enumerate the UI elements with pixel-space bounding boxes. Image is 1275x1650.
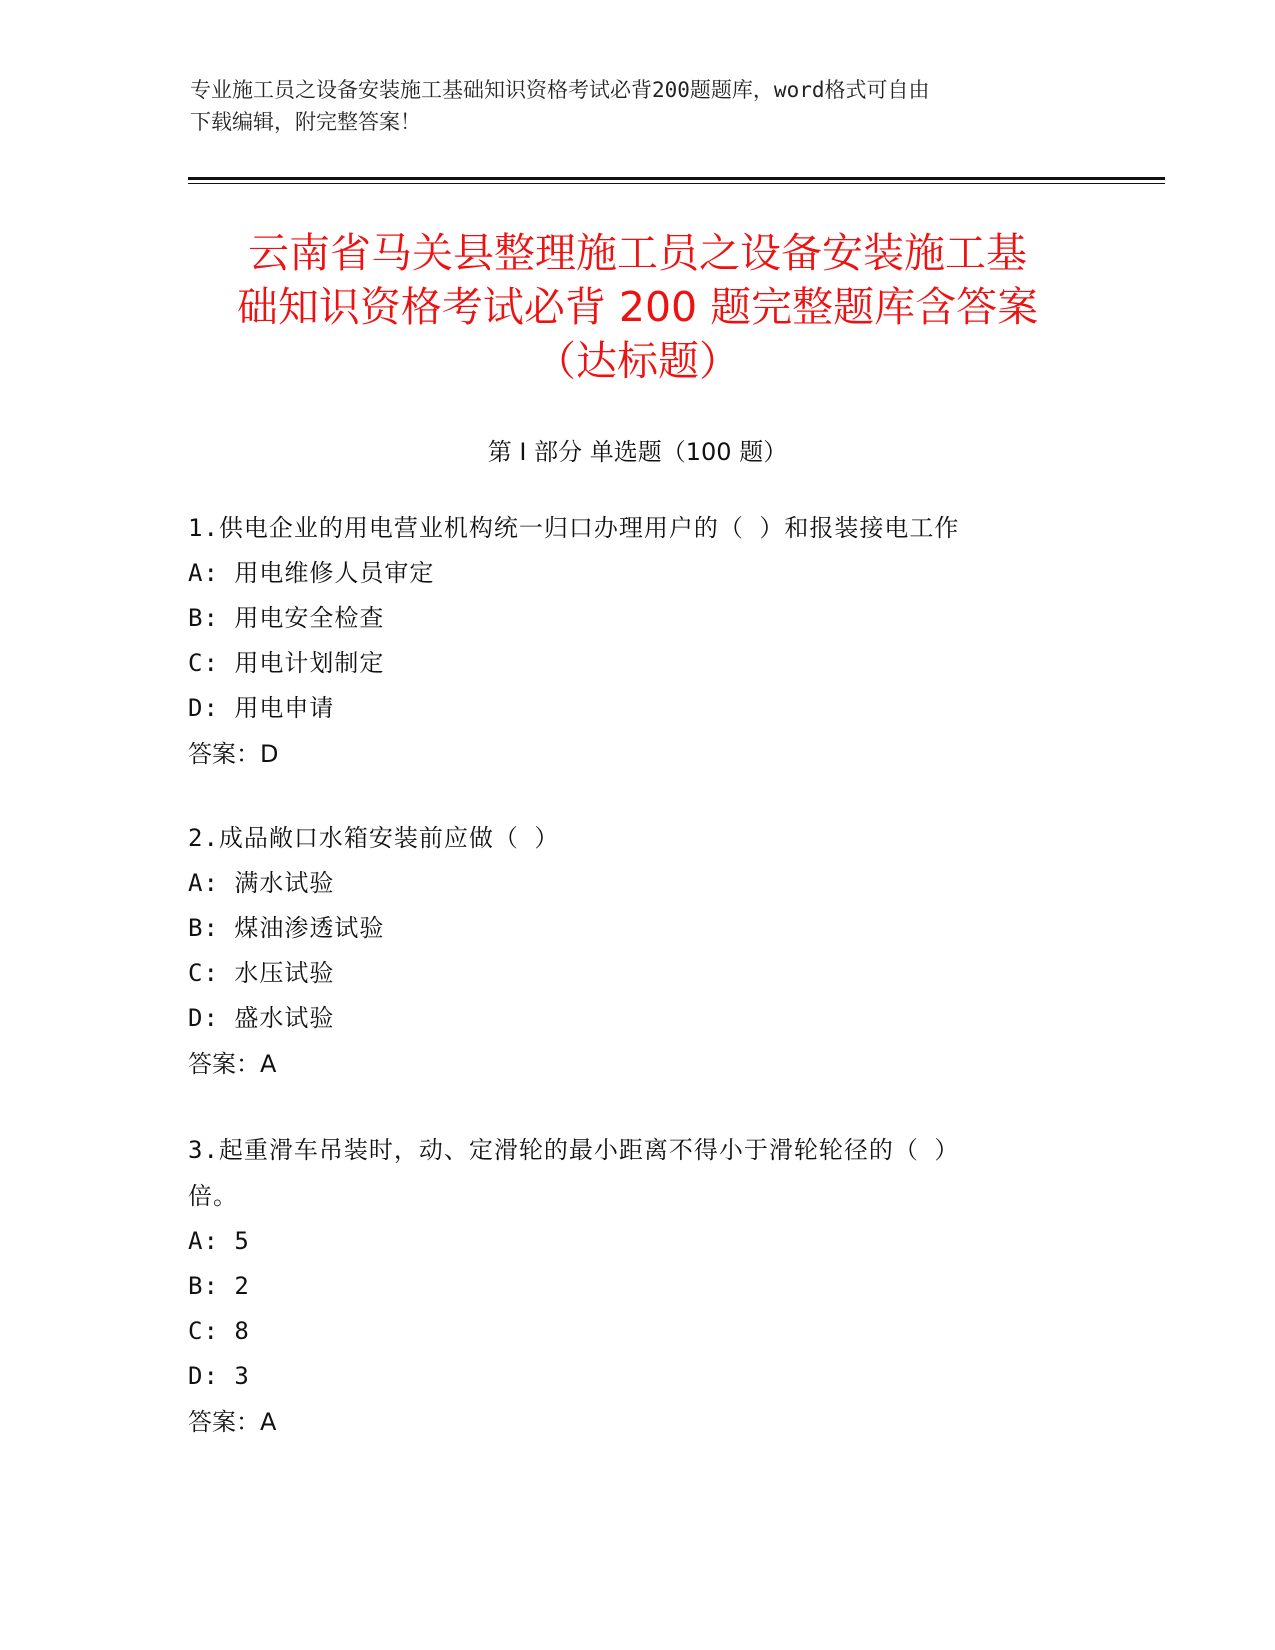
header-note-line-1: 专业施工员之设备安装施工基础知识资格考试必背200题题库，word格式可自由 [190, 78, 930, 102]
option-text: 满水试验 [234, 869, 335, 897]
option-text: 5 [234, 1227, 250, 1255]
document-title-line-1: 云南省马关县整理施工员之设备安装施工基 [248, 229, 1027, 277]
option-a [188, 551, 1088, 596]
option-text: 2 [234, 1272, 250, 1300]
section-heading: 第 I 部分 单选题（100 题） [487, 438, 788, 466]
answer-line: 答案：D [188, 740, 279, 768]
question-stem [188, 1127, 1088, 1219]
header-note-line-2: 下载编辑，附完整答案！ [190, 110, 421, 134]
document-title-line-2: 础知识资格考试必背 200 题完整题库含答案 [236, 283, 1039, 331]
option-letter: C: [188, 649, 219, 677]
option-b [188, 906, 1088, 951]
option-letter: A: [188, 869, 219, 897]
option-d [188, 996, 1088, 1041]
answer-line: 答案：A [188, 1408, 277, 1436]
option-a [188, 1219, 1088, 1264]
option-letter: B: [188, 1272, 219, 1300]
option-text: 用电申请 [234, 694, 335, 722]
option-text: 8 [234, 1317, 250, 1345]
option-text: 3 [234, 1362, 250, 1390]
option-c [188, 1309, 1088, 1354]
option-text: 用电计划制定 [234, 649, 385, 677]
header-rule-thin [188, 183, 1165, 184]
option-letter: D: [188, 1004, 219, 1032]
document-title [170, 226, 1105, 388]
option-b [188, 1264, 1088, 1309]
option-letter: C: [188, 1317, 219, 1345]
question-1 [188, 505, 1088, 777]
question-3 [188, 1127, 1088, 1445]
question-stem-line-2: 倍。 [188, 1182, 238, 1210]
option-text: 用电维修人员审定 [234, 559, 435, 587]
question-stem-line-1: 3.起重滑车吊装时，动、定滑轮的最小距离不得小于滑轮轮径的（ ） [188, 1136, 960, 1164]
question-2 [188, 815, 1088, 1087]
question-stem: 2.成品敞口水箱安装前应做（ ） [188, 824, 560, 852]
option-text: 水压试验 [234, 959, 335, 987]
option-letter: A: [188, 559, 219, 587]
option-text: 盛水试验 [234, 1004, 335, 1032]
option-letter: D: [188, 694, 219, 722]
option-a [188, 861, 1088, 906]
option-d [188, 1354, 1088, 1399]
option-letter: B: [188, 914, 219, 942]
header-rule-thick [188, 177, 1165, 180]
answer-line: 答案：A [188, 1050, 277, 1078]
option-c [188, 641, 1088, 686]
option-letter: D: [188, 1362, 219, 1390]
option-text: 用电安全检查 [234, 604, 385, 632]
option-letter: C: [188, 959, 219, 987]
question-stem: 1.供电企业的用电营业机构统一归口办理用户的（ ）和报装接电工作 [188, 514, 960, 542]
option-text: 煤油渗透试验 [234, 914, 385, 942]
option-letter: A: [188, 1227, 219, 1255]
option-letter: B: [188, 604, 219, 632]
header-note [190, 74, 1090, 138]
document-title-line-3: （达标题） [535, 337, 740, 385]
option-b [188, 596, 1088, 641]
option-c [188, 951, 1088, 996]
option-d [188, 686, 1088, 731]
